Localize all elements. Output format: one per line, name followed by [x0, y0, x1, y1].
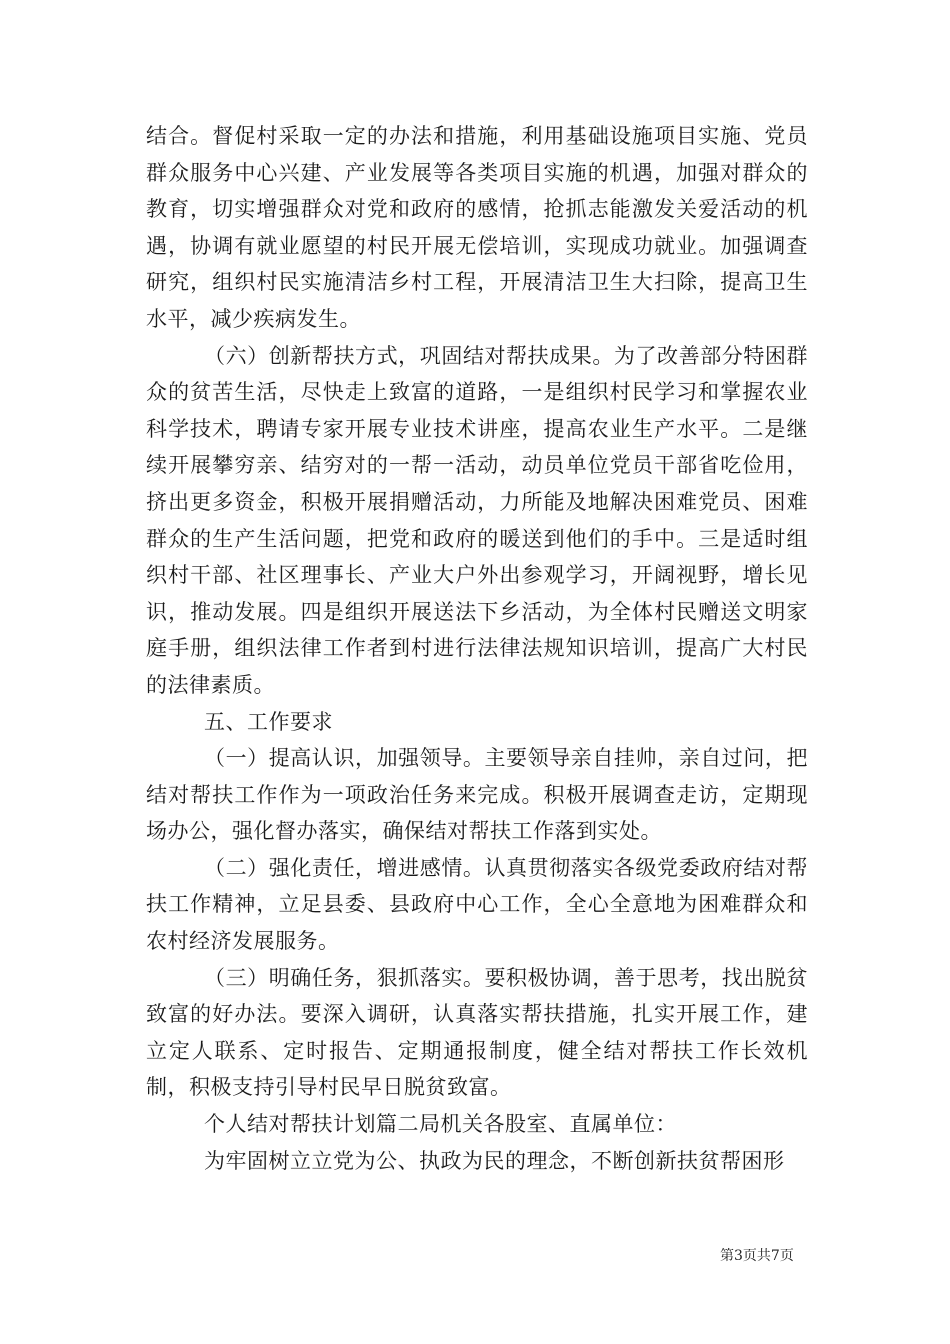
paragraph-requirement-2: （二）强化责任，增进感情。认真贯彻落实各级党委政府结对帮扶工作精神，立足县委、县政府中心工作，全心全意地为困难群众和农村经济发展服务。 — [146, 855, 808, 954]
paragraph-requirement-1: （一）提高认识，加强领导。主要领导亲自挂帅，亲自过问，把结对帮扶工作作为一项政治任务来完成。积极开展调查走访，定期现场办公，强化督办落实，确保结对帮扶工作落到实处。 — [146, 746, 808, 844]
page-number-footer: 第3页共7页 — [720, 1248, 794, 1264]
paragraph-article-two-heading: 个人结对帮扶计划篇二局机关各股室、直属单位： — [204, 1112, 677, 1137]
paragraph-item-6: （六）创新帮扶方式，巩固结对帮扶成果。为了改善部分特困群众的贫苦生活，尽快走上致富的道路，一是组织村民学习和掌握农业科学技术，聘请专家开展专业技术讲座，提高农业生产水平。二是继续开展攀穷亲、结穷对的一帮一活动，动员单位党员干部省吃俭用，挤出更多资金，积极开展捐赠活动，力所能及地解决困难党员、困难群众的生产生活问题，把党和政府的暖送到他们的手中。三是适时组织村干部、社区理事长、产业大户外出参观学习，开阔视野，增长见识，推动发展。四是组织开展送法下乡活动，为全体村民赠送文明家庭手册，组织法律工作者到村进行法律法规知识培训，提高广大村民的法律素质。 — [146, 343, 808, 697]
paragraph-continuation: 结合。督促村采取一定的办法和措施，利用基础设施项目实施、党员群众服务中心兴建、产业发展等各类项目实施的机遇，加强对群众的教育，切实增强群众对党和政府的感情，抢抓志能激发关爱活动的机遇，协调有就业愿望的村民开展无偿培训，实现成功就业。加强调查研究，组织村民实施清洁乡村工程，开展清洁卫生大扫除，提高卫生水平，减少疾病发生。 — [146, 124, 808, 331]
paragraph-requirement-3: （三）明确任务，狠抓落实。要积极协调，善于思考，找出脱贫致富的好办法。要深入调研，认真落实帮扶措施，扎实开展工作，建立定人联系、定时报告、定期通报制度，健全结对帮扶工作长效机制，积极支持引导村民早日脱贫致富。 — [146, 965, 808, 1100]
paragraph-article-two-intro: 为牢固树立立党为公、执政为民的理念，不断创新扶贫帮困形 — [204, 1148, 785, 1173]
section-heading-work-requirements: 五、工作要求 — [204, 709, 333, 734]
document-body — [146, 118, 808, 1179]
